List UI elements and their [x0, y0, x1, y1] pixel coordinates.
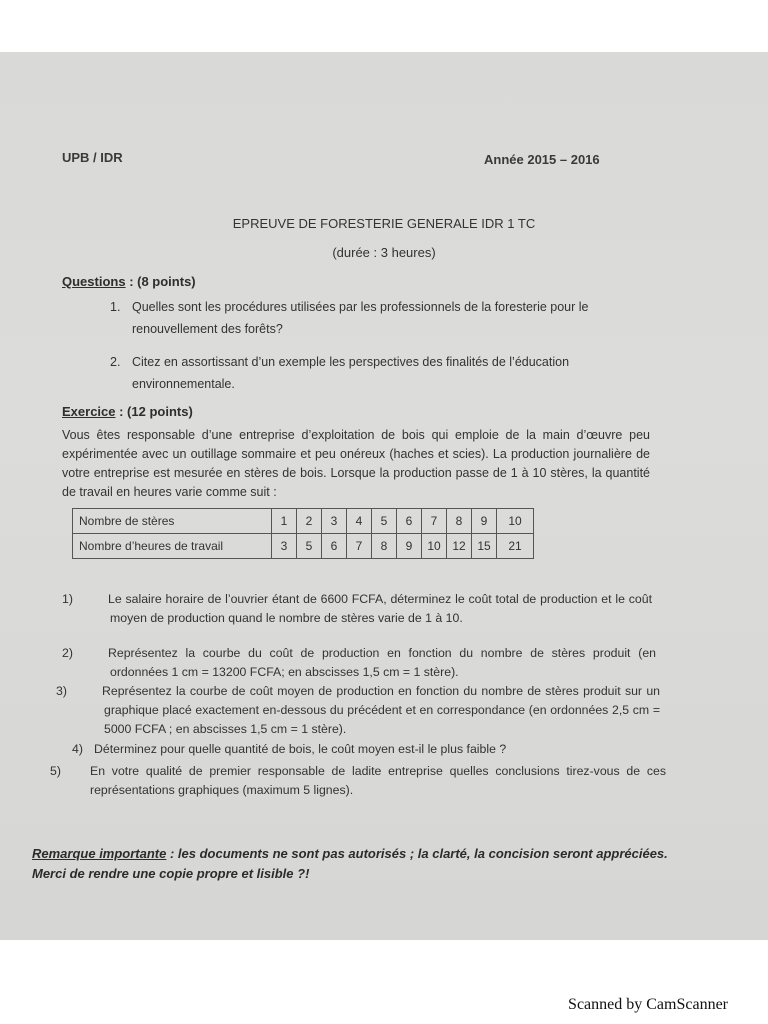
- task-3-text: Représentez la courbe de coût moyen de production en fonction du nombre de stères produit sur un graphique placé exactement en-dessous du précédent et en correspondance (en ordonnées 2,5 cm = 5000 FCFA ; en abscisses 1,5 cm = 1 stère).: [102, 684, 660, 736]
- exercise-points: : (12 points): [115, 404, 193, 419]
- table-cell: 10: [422, 534, 447, 559]
- data-table: [72, 508, 534, 559]
- question-2-number: 2.: [110, 355, 121, 369]
- task-3-number: 3): [56, 684, 67, 698]
- exercise-intro: Vous êtes responsable d’une entreprise d’exploitation de bois qui emploie de la main d’œuvre peu expérimentée avec un outillage sommaire et peu onéreux (haches et scies). La production journalière de votre entreprise est mesurée en stères de bois. Lorsque la production passe de 1 à 10 stères, la quantité de travail en heures varie comme suit :: [62, 428, 650, 499]
- task-1-number: 1): [62, 592, 73, 606]
- table-cell: 2: [297, 509, 322, 534]
- table-cell: 21: [497, 534, 534, 559]
- table-cell: 8: [372, 534, 397, 559]
- task-2-number: 2): [62, 646, 73, 660]
- questions-heading: [62, 274, 196, 289]
- task-2-text: Représentez la courbe du coût de production en fonction du nombre de stères produit (en ordonnées 1 cm = 13200 FCFA; en abscisses 1,5 cm = 1 stère).: [108, 646, 656, 679]
- table-cell: 5: [297, 534, 322, 559]
- task-4-text: Déterminez pour quelle quantité de bois, le coût moyen est-il le plus faible ?: [94, 742, 507, 756]
- table-cell: 7: [422, 509, 447, 534]
- table-cell: 4: [347, 509, 372, 534]
- academic-year: Année 2015 – 2016: [484, 152, 600, 167]
- question-1-line2: renouvellement des forêts?: [132, 322, 283, 336]
- table-cell: 12: [447, 534, 472, 559]
- question-2-line2: environnementale.: [132, 377, 235, 391]
- table-cell: 6: [322, 534, 347, 559]
- exam-sheet: [0, 52, 768, 940]
- table-cell: 15: [472, 534, 497, 559]
- task-5: [50, 762, 666, 800]
- table-cell: 1: [272, 509, 297, 534]
- table-row-label: Nombre d’heures de travail: [73, 534, 272, 559]
- table-cell: 6: [397, 509, 422, 534]
- task-4-number: 4): [72, 742, 83, 756]
- table-cell: 5: [372, 509, 397, 534]
- task-5-text: En votre qualité de premier responsable de ladite entreprise quelles conclusions tirez-vous de ces représentations graphiques (maximum 5 lignes).: [90, 764, 666, 797]
- question-1-line1: Quelles sont les procédures utilisées par les professionnels de la foresterie pour le: [132, 300, 589, 314]
- question-2-line1: Citez en assortissant d’un exemple les perspectives des finalités de l’éducation: [132, 355, 570, 369]
- question-1-number: 1.: [110, 300, 121, 314]
- remark-label: Remarque importante: [32, 846, 167, 861]
- table-cell: 3: [322, 509, 347, 534]
- institution-label: UPB / IDR: [62, 150, 123, 165]
- task-1-text: Le salaire horaire de l’ouvrier étant de 6600 FCFA, déterminez le coût total de production et le coût moyen de production quand le nombre de stères varie de 1 à 10.: [108, 592, 652, 625]
- camscanner-footer: Scanned by CamScanner: [568, 996, 728, 1013]
- table-row-steres: [73, 509, 534, 534]
- table-cell: 8: [447, 509, 472, 534]
- questions-points: : (8 points): [125, 274, 196, 289]
- data-table-wrapper: [72, 508, 534, 559]
- table-cell: 9: [472, 509, 497, 534]
- exercise-label: Exercice: [62, 404, 116, 419]
- question-2: [110, 351, 670, 395]
- table-cell: 7: [347, 534, 372, 559]
- task-2: [62, 644, 656, 682]
- task-4: [72, 740, 662, 759]
- remark-text: : les documents ne sont pas autorisés ; la clarté, la concision seront appréciées. Merci de rendre une copie propre et lisible ?!: [32, 846, 668, 881]
- question-1: [110, 296, 670, 340]
- table-cell: 10: [497, 509, 534, 534]
- exam-title: EPREUVE DE FORESTERIE GENERALE IDR 1 TC: [232, 216, 536, 231]
- exam-duration: (durée : 3 heures): [332, 245, 436, 260]
- questions-label: Questions: [62, 274, 126, 289]
- table-row-label: Nombre de stères: [73, 509, 272, 534]
- table-row-heures: [73, 534, 534, 559]
- task-5-number: 5): [50, 764, 61, 778]
- important-remark: [32, 844, 676, 884]
- exercise-heading: [62, 404, 193, 419]
- table-cell: 3: [272, 534, 297, 559]
- task-3: [56, 682, 660, 739]
- task-1: [62, 590, 652, 628]
- table-cell: 9: [397, 534, 422, 559]
